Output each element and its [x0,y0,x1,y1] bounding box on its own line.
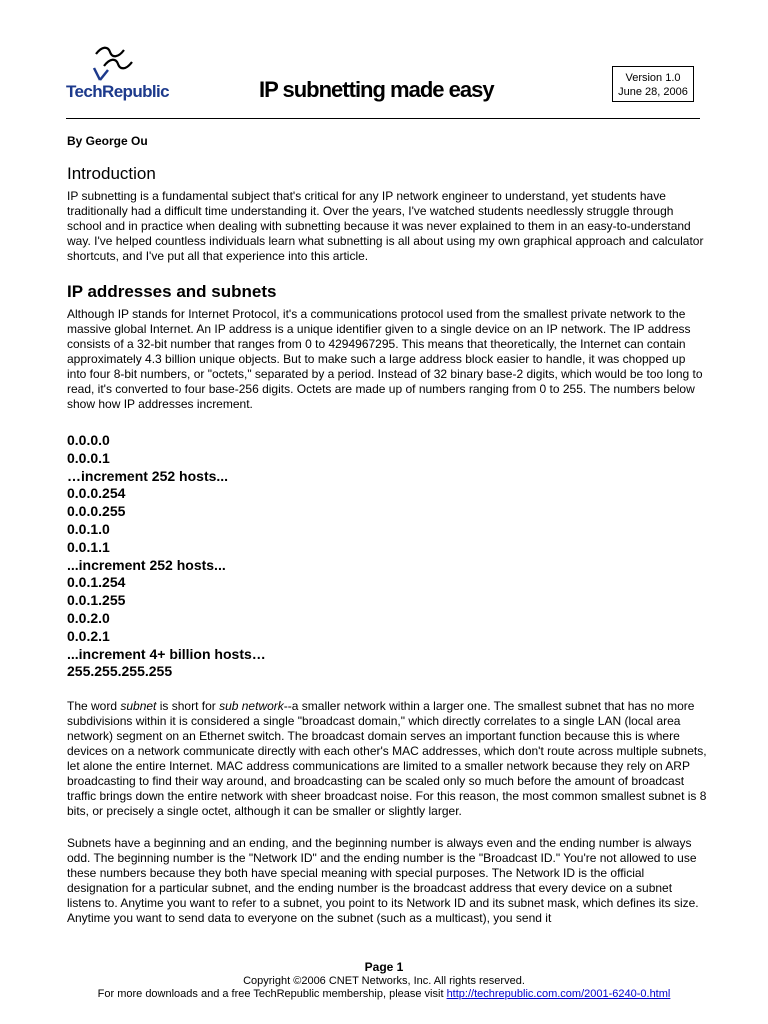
ip-list-item: 0.0.0.254 [67,485,126,502]
ip-list-item: 0.0.1.254 [67,574,126,591]
intro-heading: Introduction [67,164,156,183]
ip-list-item: 0.0.1.255 [67,592,126,609]
version-box [612,66,694,102]
byline: By George Ou [67,134,148,148]
logo-text: TechRepublic [66,82,170,101]
document-title: IP subnetting made easy [259,77,494,102]
page-footer [0,961,768,1001]
ip-list-item: 0.0.0.255 [67,503,126,520]
logo-wave-icon [90,44,140,84]
ip-list-item: 0.0.2.1 [67,627,110,644]
version-date: June 28, 2006 [618,86,688,98]
version-label: Version 1.0 [625,72,681,84]
ip-section-heading: IP addresses and subnets [67,282,277,301]
subnet-definition-paragraph [67,699,707,819]
ip-list-item: 0.0.0.1 [67,449,110,466]
page-header [66,44,700,119]
header-divider [66,118,700,119]
techrepublic-link[interactable]: http://techrepublic.com.com/2001-6240-0.html [446,988,671,1000]
downloads-line [0,988,768,1001]
ip-list-item: ...increment 4+ billion hosts… [67,645,266,662]
ip-list-item: 0.0.2.0 [67,609,110,626]
text-run: is short for [156,699,220,714]
copyright-notice: Copyright ©2006 CNET Networks, Inc. All rights reserved. [243,975,525,987]
page-number: Page 1 [364,960,404,974]
term-sub-network: sub network [219,699,284,714]
ip-increment-list [67,432,707,681]
techrepublic-logo [66,44,186,106]
ip-list-item: 0.0.0.0 [67,432,110,448]
ip-list-item: …increment 252 hosts... [67,467,229,484]
subnet-range-paragraph: Subnets have a beginning and an ending, and the beginning number is always even and the ending number is always odd. The beginning number is the "Network ID" and the ending number is the "Broadcast ID." You're not allowed to use these numbers because they both have special meaning with special purposes. The Network ID is the official designation for a particular subnet, and the ending number is the broadcast address that every device on a subnet listens to. Anytime you want to refer to a subnet, you point to its Network ID and its subnet mask, which defines its size. Anytime you want to send data to everyone on the subnet (such as a multicast), you send it [67,836,699,926]
ip-list-item: 0.0.1.0 [67,520,110,537]
ip-section-paragraph: Although IP stands for Internet Protocol, it's a communications protocol used from the smallest private network to the massive global Internet. An IP address is a unique identifier given to a single device on an IP network. The IP address consists of a 32-bit number that ranges from 0 to 4294967295. This means that theoretically, the Internet can contain approximately 4.3 billion unique objects. But to make such a large address block easier to handle, it was chopped up into four 8-bit numbers, or "octets," separated by a period. Instead of 32 binary base-2 digits, which would be too long to read, it's converted to four base-256 digits. Octets are made up of numbers ranging from 0 to 255. The numbers below show how IP addresses increment. [67,307,703,411]
downloads-text: For more downloads and a free TechRepublic membership, please visit [97,988,447,1000]
intro-paragraph: IP subnetting is a fundamental subject that's critical for any IP network engineer to understand, yet students have traditionally had a difficult time understanding it. Over the years, I've watched students needlessly struggle through school and in practice when dealing with subnetting because it was never explained to them in an easy-to-understand way. I've helped countless individuals learn what subnetting is all about using my own graphical approach and calculator shortcuts, and I've put all that experience into this article. [67,189,704,263]
ip-list-item: 0.0.1.1 [67,538,110,555]
term-subnet: subnet [120,699,157,714]
article-body [67,133,707,926]
text-run: The word [67,699,121,714]
ip-list-item: ...increment 252 hosts... [67,556,226,573]
ip-list-item: 255.255.255.255 [67,663,173,680]
text-run: --a smaller network within a larger one. The smallest subnet that has no more subdivisions within it is considered a single "broadcast domain," which directly correlates to a single LAN (local area network) segment on an Ethernet switch. The broadcast domain serves an important function because this is where devices on a network communicate directly with each other's MAC addresses, which don't route across multiple subnets, let alone the entire Internet. MAC address communications are limited to a smaller network because they rely on ARP broadcasting to find their way around, and broadcasting can be scaled only so much before the amount of broadcast traffic brings down the entire network with sheer broadcast noise. For this reason, the most common smallest subnet is 8 bits, or precisely a single octet, although it can be smaller or slightly larger. [67,699,707,819]
